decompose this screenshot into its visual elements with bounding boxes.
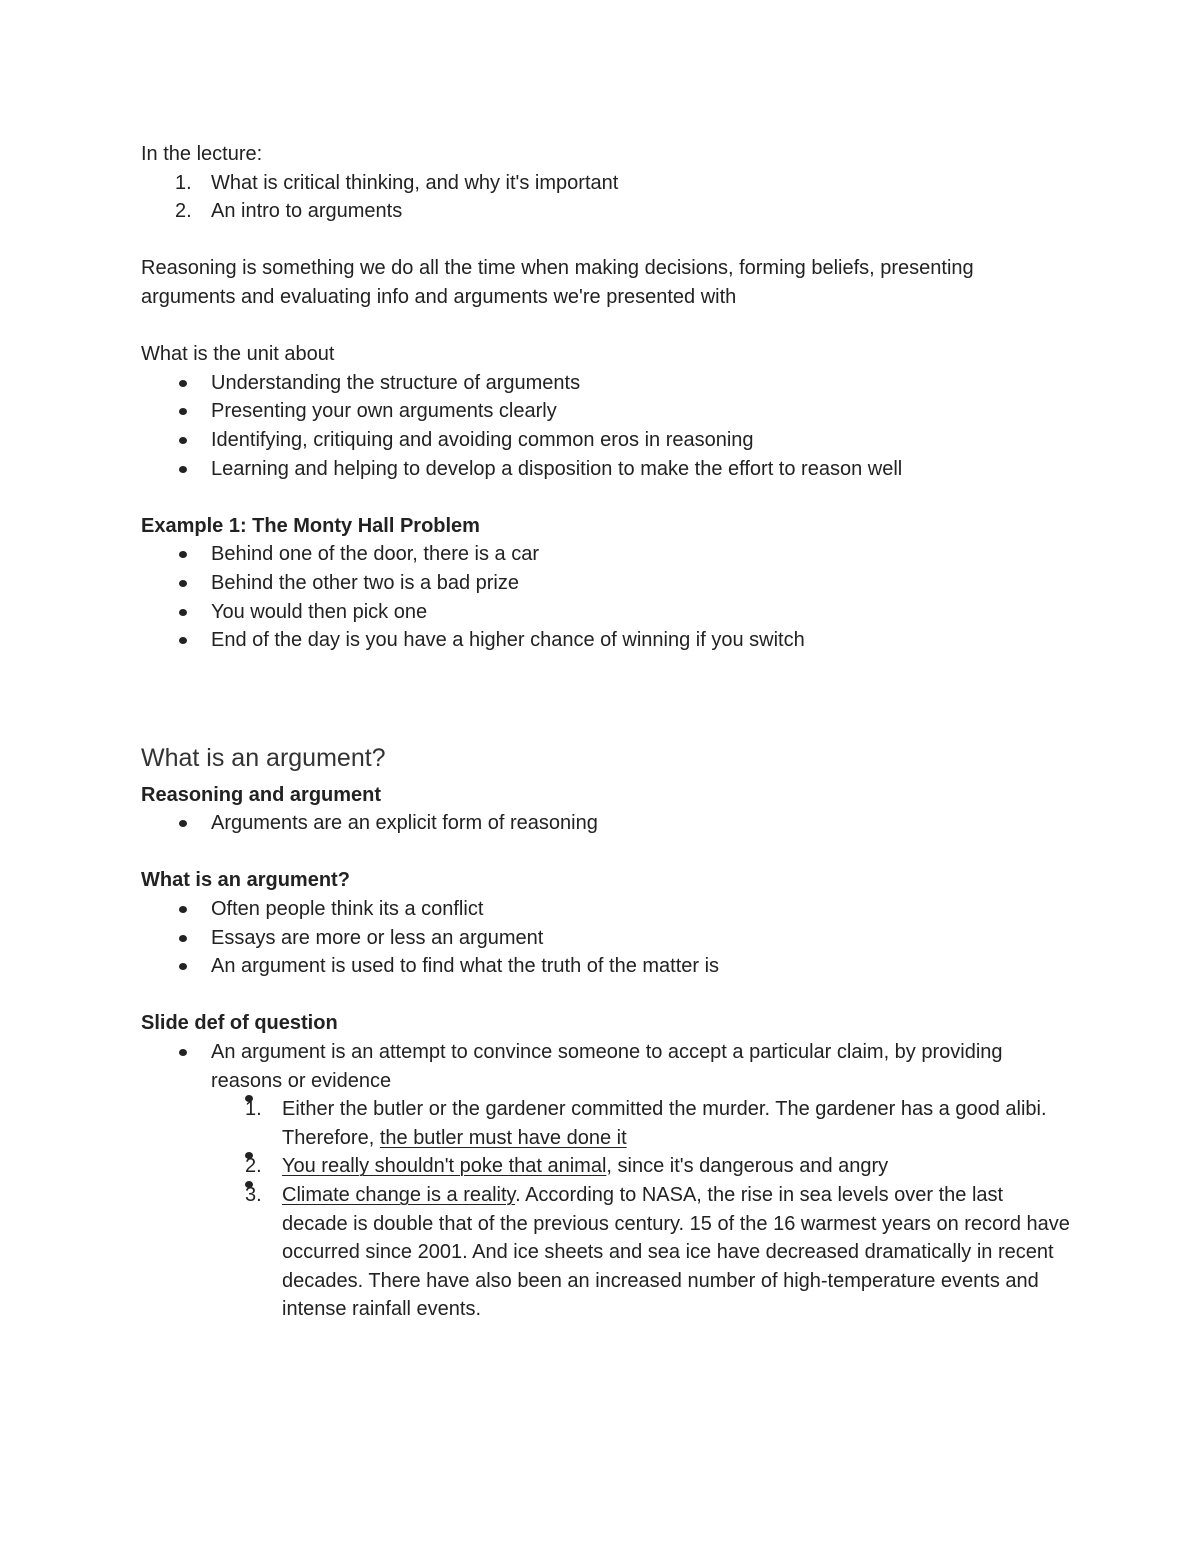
spacer <box>141 483 1071 512</box>
intro-label: In the lecture: <box>141 143 263 165</box>
bullet-icon <box>179 551 187 558</box>
list-item <box>141 1038 1071 1324</box>
example-underlined-claim: You really shouldn't poke that animal <box>282 1155 607 1178</box>
list-item <box>141 540 1071 569</box>
bullet-icon <box>179 820 187 827</box>
bullet-icon <box>179 380 187 387</box>
list-number: 2. <box>245 1152 253 1159</box>
reasoning-argument-list <box>141 809 1071 838</box>
list-item <box>141 426 1071 455</box>
list-item <box>141 598 1071 627</box>
list-item <box>141 369 1071 398</box>
bullet-icon <box>179 935 187 942</box>
list-item-text: An argument is used to find what the truth of the matter is <box>211 955 720 978</box>
list-item-text: End of the day is you have a higher chance of winning if you switch <box>211 629 805 652</box>
what-is-argument-list <box>141 895 1071 981</box>
list-item-text: An intro to arguments <box>211 200 403 223</box>
what-is-argument-title: What is an argument? <box>141 869 350 892</box>
list-item-text: Behind one of the door, there is a car <box>211 543 539 566</box>
list-item <box>141 197 1071 226</box>
slide-def-title: Slide def of question <box>141 1012 338 1035</box>
list-item-text: Presenting your own arguments clearly <box>211 400 557 423</box>
example-text-after: . According to NASA, the rise in sea levels over the last decade is double that of the previous century. 15 of the 16 warmest years on record have occurred since 2001. And ice sheets and sea ice have decreased dramatically in recent decades. There have also been an increased number of high-temperature events and intense rainfall events. <box>282 1184 1070 1321</box>
reasoning-argument-title: Reasoning and argument <box>141 783 382 806</box>
list-item <box>211 1181 1071 1324</box>
spacer <box>141 312 1071 341</box>
spacer <box>141 838 1071 867</box>
list-item <box>211 1095 1071 1152</box>
list-item-text: What is critical thinking, and why it's important <box>211 171 619 194</box>
list-item-text: Identifying, critiquing and avoiding common eros in reasoning <box>211 428 754 451</box>
list-item <box>141 626 1071 655</box>
list-item-text: An argument is an attempt to convince someone to accept a particular claim, by providing reasons or evidence <box>211 1041 1003 1092</box>
list-item-text: Essays are more or less an argument <box>211 926 544 949</box>
bullet-icon <box>179 906 187 913</box>
bullet-icon <box>179 963 187 970</box>
example-text-after: , since it's dangerous and angry <box>606 1155 889 1178</box>
section-heading: What is an argument? <box>141 743 386 772</box>
list-number: 2. <box>175 200 192 223</box>
list-item-text: Often people think its a conflict <box>211 898 484 921</box>
list-item-text: Behind the other two is a bad prize <box>211 571 519 594</box>
bullet-icon <box>179 408 187 415</box>
list-item <box>211 1152 1071 1181</box>
list-number: 1. <box>245 1095 253 1102</box>
list-number: 1. <box>175 171 192 194</box>
bullet-icon <box>179 580 187 587</box>
bullet-icon <box>179 1049 187 1056</box>
example1-title: Example 1: The Monty Hall Problem <box>141 514 480 537</box>
bullet-icon <box>179 466 187 473</box>
bullet-icon <box>179 637 187 644</box>
unit-list <box>141 369 1071 483</box>
list-item <box>141 952 1071 981</box>
unit-label: What is the unit about <box>141 343 335 366</box>
list-item <box>141 924 1071 953</box>
spacer <box>141 226 1071 255</box>
document-page <box>141 140 1071 1324</box>
list-item <box>141 895 1071 924</box>
list-item-text: Understanding the structure of arguments <box>211 371 581 394</box>
example-underlined-claim: the butler must have done it <box>379 1126 627 1149</box>
reasoning-paragraph: Reasoning is something we do all the time when making decisions, forming beliefs, presenting arguments and evaluating info and arguments we're presented with <box>141 257 974 308</box>
example-text: Either the butler or the gardener committed the murder. The gardener has a good alibi. Therefore, <box>282 1098 1047 1149</box>
example-underlined-claim: Climate change is a reality <box>282 1184 516 1206</box>
example1-list <box>141 540 1071 654</box>
list-item-text: Learning and helping to develop a disposition to make the effort to reason well <box>211 457 903 480</box>
list-item-text: You would then pick one <box>211 600 428 623</box>
bullet-icon <box>179 437 187 444</box>
list-item <box>141 809 1071 838</box>
intro-list <box>141 169 1071 226</box>
list-item-text: Arguments are an explicit form of reasoning <box>211 812 598 835</box>
slide-def-list <box>141 1038 1071 1324</box>
list-item <box>141 169 1071 198</box>
list-item <box>141 569 1071 598</box>
list-item <box>141 455 1071 484</box>
examples-list <box>211 1095 1071 1324</box>
bullet-icon <box>179 609 187 616</box>
list-item <box>141 397 1071 426</box>
list-number: 3. <box>245 1181 253 1188</box>
spacer <box>141 655 1071 741</box>
spacer <box>141 981 1071 1010</box>
